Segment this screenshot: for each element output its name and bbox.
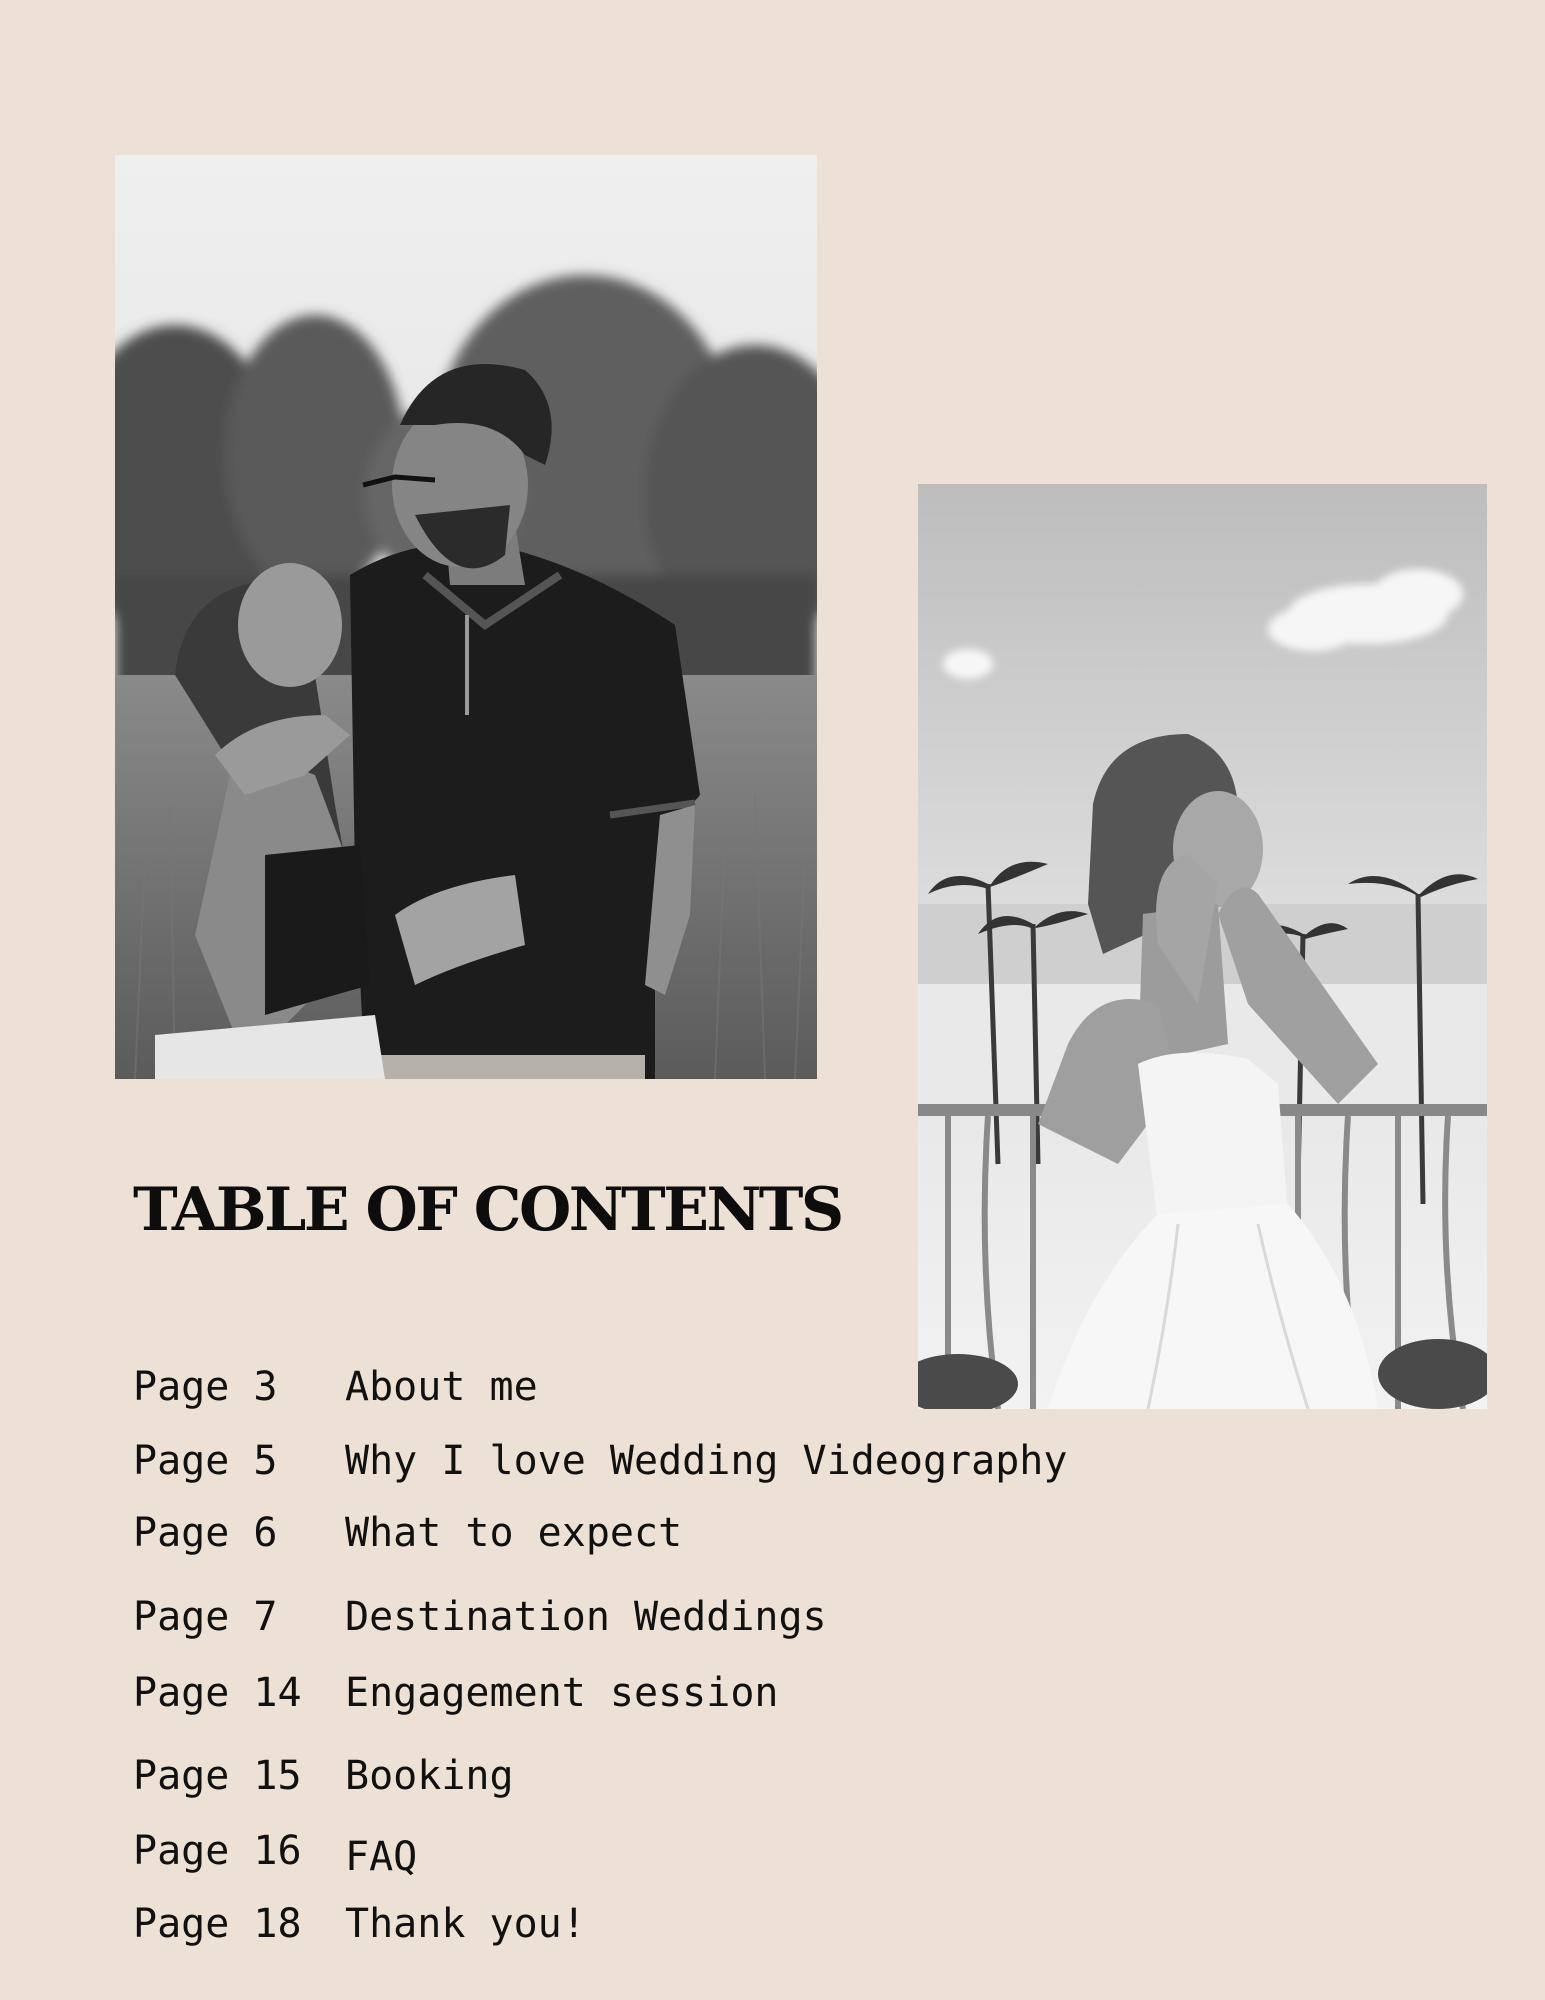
toc-entry-faq[interactable] bbox=[133, 1828, 418, 1880]
toc-section-label: Engagement session bbox=[345, 1670, 779, 1716]
toc-section-label: Thank you! bbox=[345, 1901, 586, 1947]
toc-section-label: About me bbox=[345, 1364, 538, 1410]
toc-page-number: Page 14 bbox=[133, 1670, 302, 1716]
toc-entry-why-i-love-wedding-videography[interactable] bbox=[133, 1438, 1068, 1484]
toc-page-number: Page 15 bbox=[133, 1753, 302, 1799]
toc-entry-engagement-session[interactable] bbox=[133, 1670, 779, 1716]
toc-entry-thank-you[interactable] bbox=[133, 1901, 586, 1947]
toc-section-label: FAQ bbox=[345, 1834, 418, 1880]
toc-entry-about-me[interactable] bbox=[133, 1364, 538, 1410]
toc-page-number: Page 6 bbox=[133, 1510, 278, 1556]
toc-page-number: Page 3 bbox=[133, 1364, 278, 1410]
toc-page-number: Page 16 bbox=[133, 1828, 302, 1874]
couple-photo bbox=[115, 155, 817, 1079]
toc-section-label: What to expect bbox=[345, 1510, 683, 1556]
toc-section-label: Why I love Wedding Videography bbox=[345, 1438, 1068, 1484]
toc-entry-booking[interactable] bbox=[133, 1753, 514, 1799]
toc-page-number: Page 18 bbox=[133, 1901, 302, 1947]
toc-title: TABLE OF CONTENTS bbox=[133, 1175, 842, 1245]
toc-section-label: Booking bbox=[345, 1753, 514, 1799]
toc-entry-destination-weddings[interactable] bbox=[133, 1594, 827, 1640]
toc-page-number: Page 5 bbox=[133, 1438, 278, 1484]
toc-page-number: Page 7 bbox=[133, 1594, 278, 1640]
toc-section-label: Destination Weddings bbox=[345, 1594, 827, 1640]
toc-entry-what-to-expect[interactable] bbox=[133, 1510, 683, 1556]
bride-photo bbox=[918, 484, 1487, 1409]
